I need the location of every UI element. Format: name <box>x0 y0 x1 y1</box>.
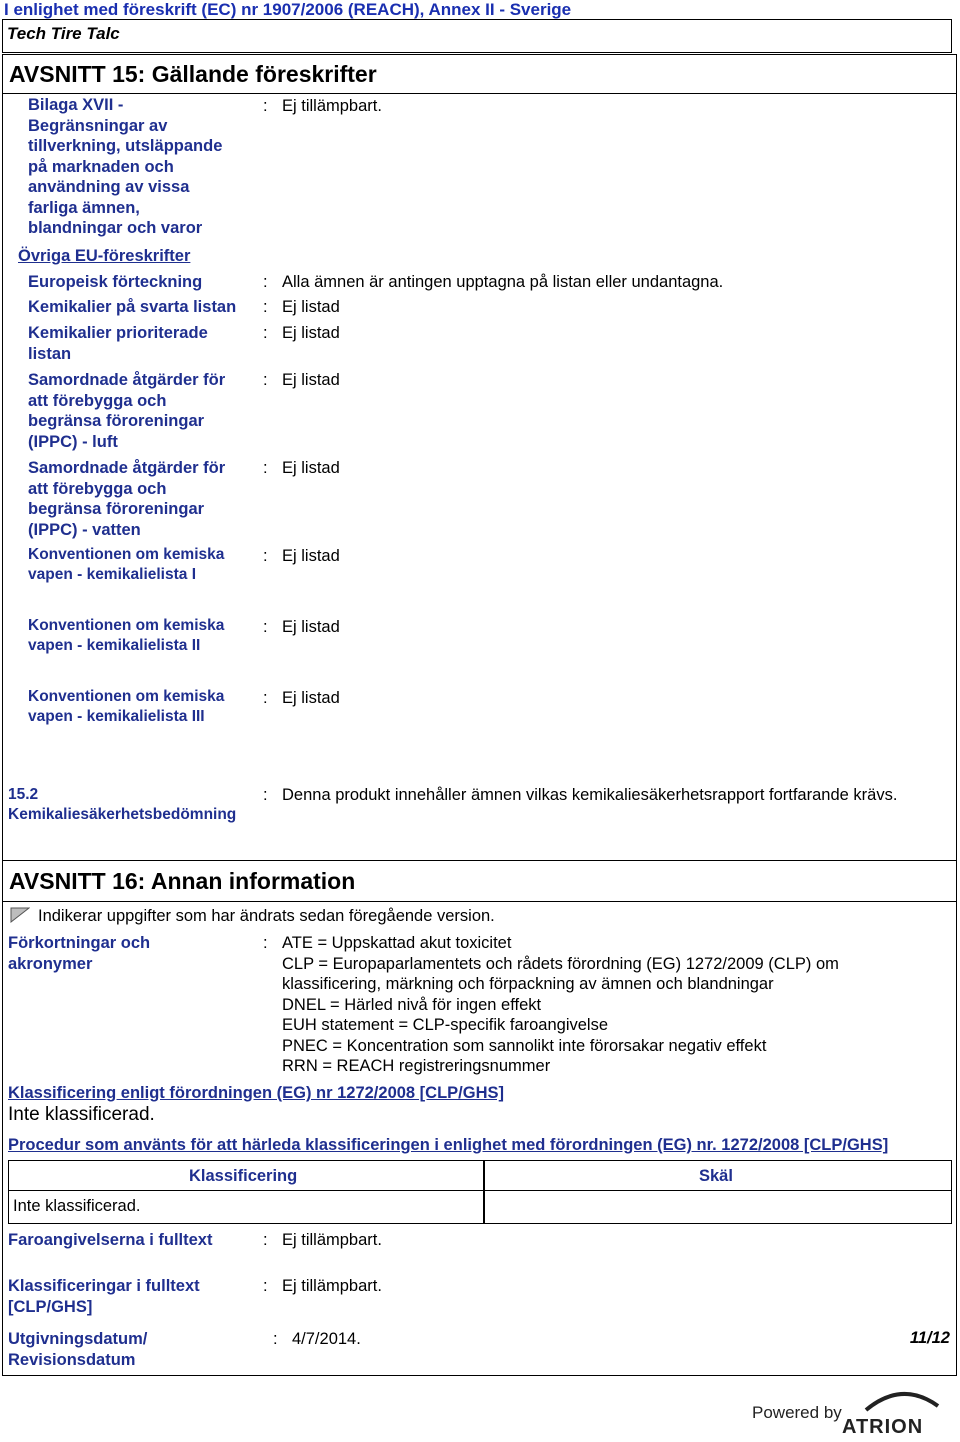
section16-heading: AVSNITT 16: Annan information <box>9 868 356 894</box>
colon: : <box>263 618 268 636</box>
issue-date-value: 4/7/2014. <box>292 1330 361 1348</box>
black-list-label: Kemikalier på svarta listan <box>28 298 237 316</box>
annex-xvii-label: Bilaga XVII - Begränsningar av tillverkning, utsläppande på marknaden och användning av vissa farliga ämnen, blandningar och varor <box>28 96 223 237</box>
abbreviations-label: Förkortningar och akronymer <box>8 934 151 973</box>
chemical-safety-assessment-value: Denna produkt innehåller ämnen vilkas kemikaliesäkerhetsrapport fortfarande krävs. <box>282 786 898 804</box>
ippc-water-label: Samordnade åtgärder för att förebygga och begränsa föroreningar (IPPC) - vatten <box>28 459 226 539</box>
priority-list-label: Kemikalier prioriterade listan <box>28 324 208 363</box>
change-note: Indikerar uppgifter som har ändrats sedan föregående version. <box>38 907 495 925</box>
colon: : <box>263 689 268 707</box>
classifications-fulltext-label: Klassificeringar i fulltext [CLP/GHS] <box>8 1277 200 1316</box>
other-eu-heading: Övriga EU-föreskrifter <box>18 247 191 265</box>
priority-list-value: Ej listad <box>282 324 340 342</box>
issue-date-label: Utgivningsdatum/ Revisionsdatum <box>8 1330 148 1369</box>
colon: : <box>263 298 268 316</box>
procedure-heading: Procedur som använts för att härleda klassificeringen i enlighet med förordningen (EG) nr. 1272/2008 [CLP/GHS] <box>8 1136 889 1154</box>
document-title: I enlighet med föreskrift (EC) nr 1907/2006 (REACH), Annex II - Sverige <box>4 0 572 19</box>
table-cell-reason <box>484 1190 952 1224</box>
black-list-value: Ej listad <box>282 298 340 316</box>
ippc-water-value: Ej listad <box>282 459 340 477</box>
ippc-air-value: Ej listad <box>282 371 340 389</box>
colon: : <box>263 547 268 565</box>
classification-value: Inte klassificerad. <box>8 1104 155 1125</box>
classification-heading: Klassificering enligt förordningen (EG) nr 1272/2008 [CLP/GHS] <box>8 1084 505 1102</box>
colon: : <box>273 1330 278 1348</box>
cwc-list-3-label: Konventionen om kemiska vapen - kemikalielista III <box>28 688 225 725</box>
section15-heading-box <box>2 54 957 94</box>
cwc-list-1-value: Ej listad <box>282 547 340 565</box>
powered-by-text: Powered by <box>752 1403 842 1422</box>
colon: : <box>263 934 268 952</box>
colon: : <box>263 786 268 804</box>
table-cell-classification: Inte klassificerad. <box>8 1190 484 1224</box>
cwc-list-2-label: Konventionen om kemiska vapen - kemikalielista II <box>28 617 225 654</box>
colon: : <box>263 324 268 342</box>
colon: : <box>263 371 268 389</box>
colon: : <box>263 459 268 477</box>
table-header-reason: Skäl <box>484 1160 952 1191</box>
classifications-fulltext-value: Ej tillämpbart. <box>282 1277 382 1295</box>
hazard-statements-value: Ej tillämpbart. <box>282 1231 382 1249</box>
colon: : <box>263 1277 268 1295</box>
european-inventory-label: Europeisk förteckning <box>28 273 203 291</box>
section16-heading-box <box>2 860 957 902</box>
atrion-logo: ATRION <box>842 1416 924 1438</box>
product-name: Tech Tire Talc <box>7 24 120 43</box>
atrion-swoosh-icon <box>862 1386 942 1412</box>
chemical-safety-assessment-label: 15.2 Kemikaliesäkerhetsbedömning <box>8 786 237 823</box>
european-inventory-value: Alla ämnen är antingen upptagna på listan eller undantagna. <box>282 273 724 291</box>
cwc-list-2-value: Ej listad <box>282 618 340 636</box>
abbreviations-list: ATE = Uppskattad akut toxicitet CLP = Europaparlamentets och rådets förordning (EG) 1272/2009 (CLP) om klassificering, märkning och förpackning av ämnen och blandningar DNEL = Härled nivå för ingen effekt EUH statement = CLP-specifik faroangivelse PNEC = Koncentration som sannolikt inte förorsakar negativ effekt RRN = REACH registreringsnummer <box>282 934 839 1075</box>
cwc-list-1-label: Konventionen om kemiska vapen - kemikalielista I <box>28 546 225 583</box>
annex-xvii-value: Ej tillämpbart. <box>282 97 382 115</box>
table-header-classification: Klassificering <box>8 1160 484 1191</box>
section15-heading: AVSNITT 15: Gällande föreskrifter <box>9 61 377 87</box>
colon: : <box>263 273 268 291</box>
colon: : <box>263 97 268 115</box>
cwc-list-3-value: Ej listad <box>282 689 340 707</box>
change-indicator-icon <box>10 907 30 923</box>
page-number: 11/12 <box>909 1329 950 1347</box>
product-name-box <box>2 19 952 53</box>
colon: : <box>263 1231 268 1249</box>
hazard-statements-label: Faroangivelserna i fulltext <box>8 1231 213 1249</box>
ippc-air-label: Samordnade åtgärder för att förebygga och begränsa föroreningar (IPPC) - luft <box>28 371 226 451</box>
